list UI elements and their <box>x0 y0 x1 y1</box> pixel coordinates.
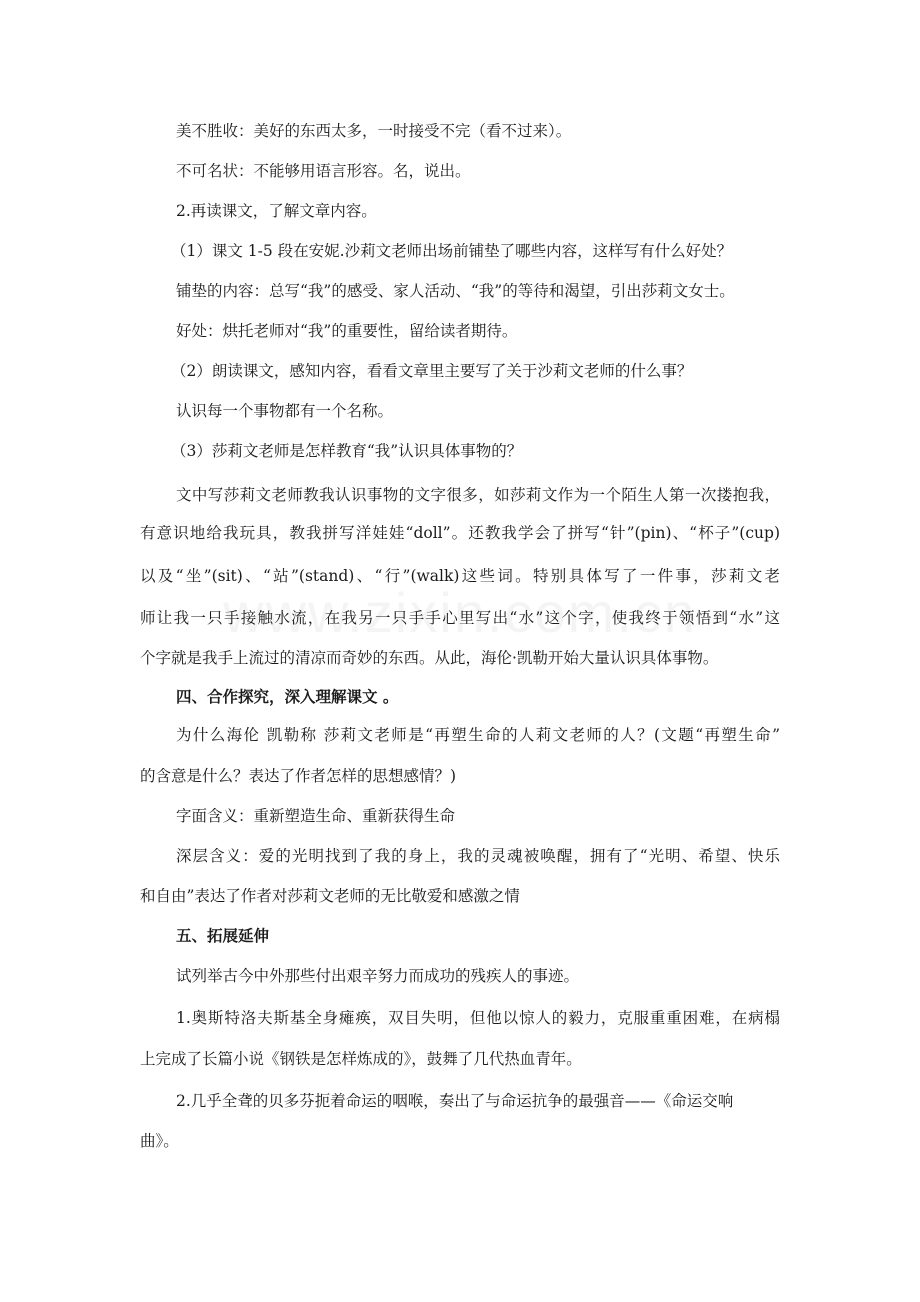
paragraph-line: 个字就是我手上流过的清凉而奇妙的东西。从此，海伦·凯勒开始大量认识具体事物。 <box>140 649 719 667</box>
paragraph-line: 1.奥斯特洛夫斯基全身瘫痪，双目失明，但他以惊人的毅力，克服重重困难，在病榻 <box>176 1009 780 1027</box>
paragraph-line: 认识每一个事物都有一个名称。 <box>176 402 394 420</box>
paragraph-line: 文中写莎莉文老师教我认识事物的文字很多，如莎莉文作为一个陌生人第一次搂抱我， <box>176 486 780 504</box>
paragraph-line: 为什么海伦 凯勒称 莎莉文老师是“再塑生命的人莉文老师的人？(文题“再塑生命” <box>176 726 780 744</box>
paragraph-line: 好处：烘托老师对“我”的重要性，留给读者期待。 <box>176 322 518 340</box>
paragraph-line: （3）莎莉文老师是怎样教育“我”认识具体事物的？ <box>171 442 523 460</box>
section-heading: 五、拓展延伸 <box>176 926 270 945</box>
paragraph-line: （1）课文 1-5 段在安妮.沙莉文老师出场前铺垫了哪些内容，这样写有什么好处？ <box>171 242 733 260</box>
paragraph-line: 和自由”表达了作者对莎莉文老师的无比敬爱和感激之情 <box>140 887 520 905</box>
paragraph-line: 上完成了长篇小说《钢铁是怎样炼成的》，鼓舞了几代热血青年。 <box>140 1050 582 1068</box>
paragraph-line: 2.几乎全聋的贝多芬扼着命运的咽喉，奏出了与命运抗争的最强音——《命运交响 <box>176 1092 734 1110</box>
paragraph-line: 以及“坐”(sit)、“站”(stand)、“行”(walk)这些词。特别具体写了一件事，莎莉文老 <box>140 567 780 585</box>
paragraph-line: 2.再读课文，了解文章内容。 <box>176 202 377 220</box>
paragraph-line: 不可名状：不能够用语言形容。名，说出。 <box>176 162 471 180</box>
paragraph-line: 美不胜收：美好的东西太多，一时接受不完（看不过来）。 <box>176 122 572 140</box>
paragraph-line: 师让我一只手接触水流，在我另一只手手心里写出“水”这个字，使我终于领悟到“水”这 <box>140 609 780 627</box>
paragraph-line: （2）朗读课文，感知内容，看看文章里主要写了关于沙莉文老师的什么事？ <box>171 362 693 380</box>
section-heading: 四、合作探究，深入理解课文 。 <box>176 687 399 706</box>
paragraph-line: 深层含义：爱的光明找到了我的身上，我的灵魂被唤醒，拥有了“光明、希望、快乐 <box>176 847 780 865</box>
paragraph-line: 的含意是什么？表达了作者怎样的思想感情？) <box>140 767 457 785</box>
paragraph-line: 铺垫的内容：总写“我”的感受、家人活动、“我”的等待和渴望，引出莎莉文女士。 <box>176 282 735 300</box>
paragraph-line: 曲》。 <box>140 1132 179 1150</box>
paragraph-line: 字面含义：重新塑造生命、重新获得生命 <box>176 807 456 825</box>
paragraph-line: 有意识地给我玩具，教我拼写洋娃娃“doll”。还教我学会了拼写“针”(pin)、“杯子”(cup) <box>140 524 780 542</box>
paragraph-line: 试列举古今中外那些付出艰辛努力而成功的残疾人的事迹。 <box>176 967 580 985</box>
